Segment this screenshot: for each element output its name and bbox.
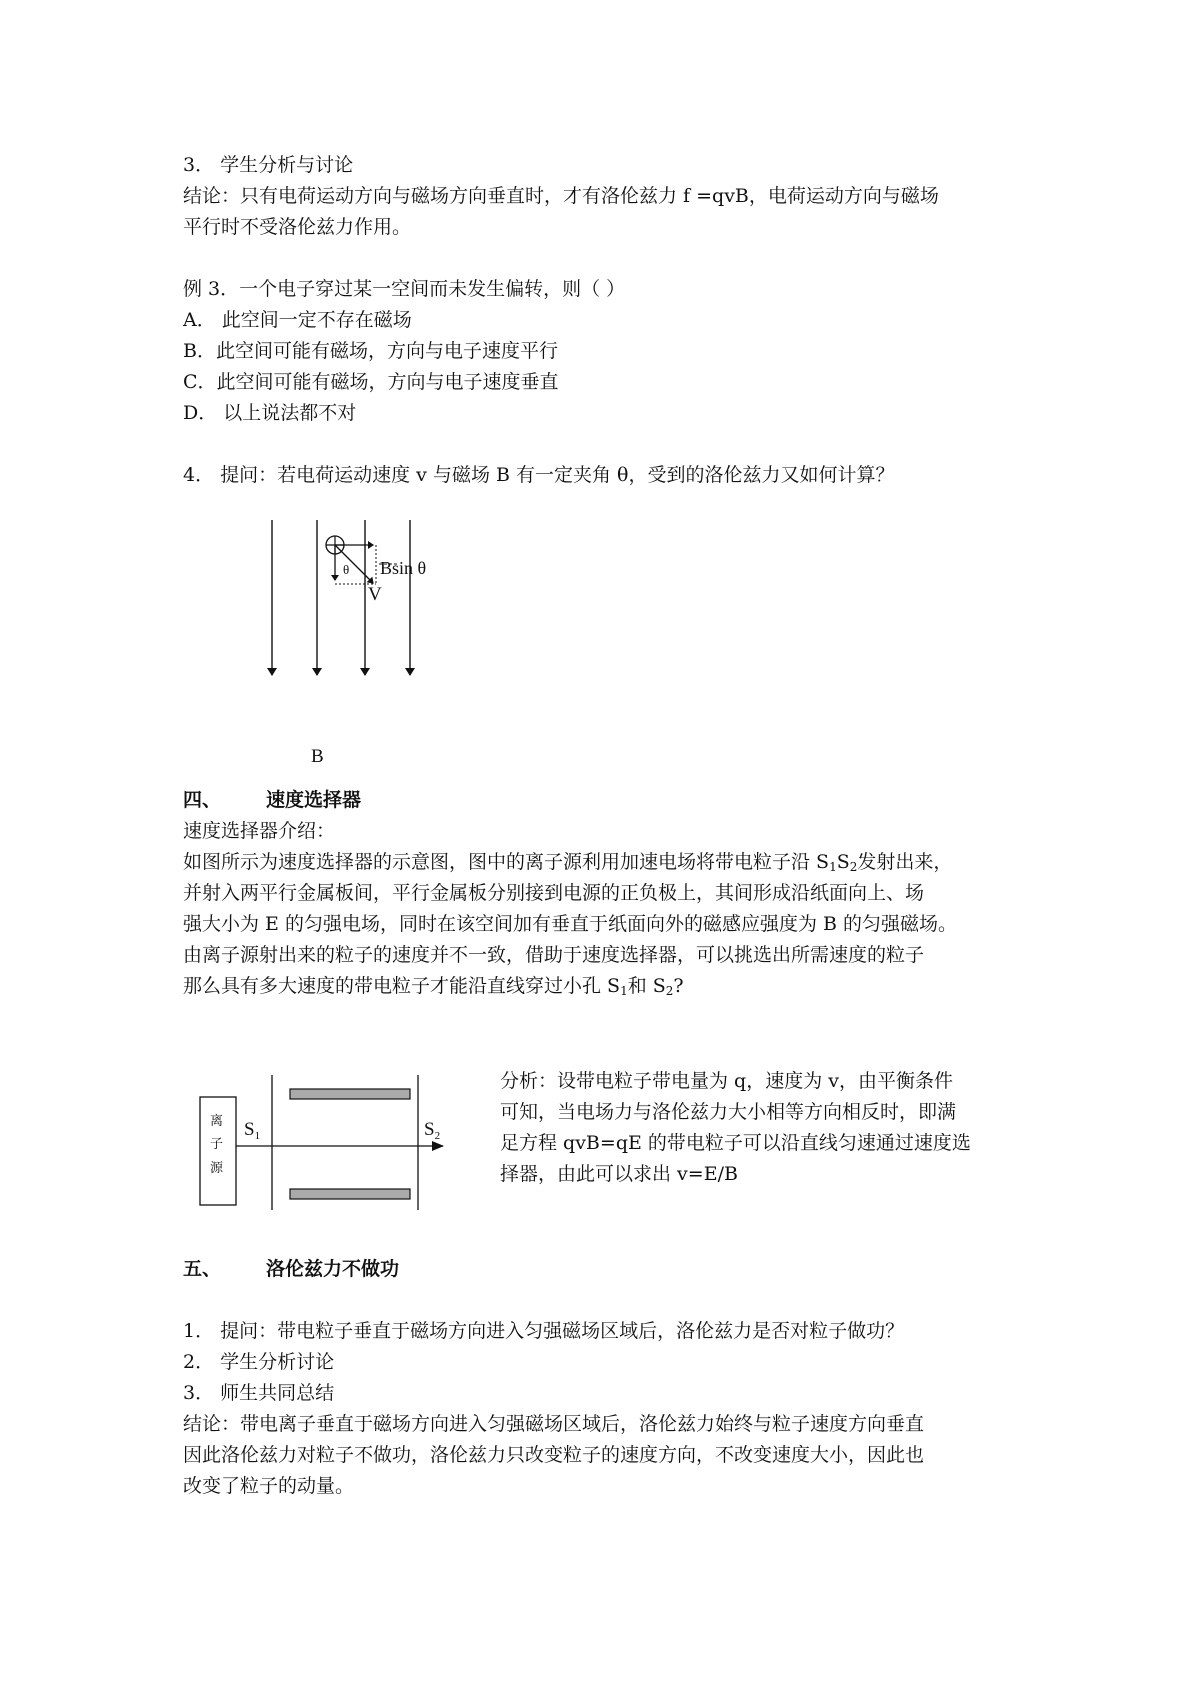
velocity-arrow	[335, 545, 373, 583]
analysis-text	[500, 1066, 1020, 1190]
section5-conclusion-line2: 因此洛伦兹力对粒子不做功，洛伦兹力只改变粒子的速度方向，不改变速度大小，因此也	[183, 1444, 925, 1466]
section4-num: 四、	[183, 789, 222, 811]
section5-conclusion-line3: 改变了粒子的动量。	[183, 1475, 355, 1497]
section5-item3: 3． 师生共同总结	[183, 1382, 335, 1404]
section4	[183, 785, 1023, 1002]
sec3-item3: 3． 学生分析与讨论	[183, 154, 354, 176]
lower-metal-plate	[290, 1189, 410, 1199]
example3-option-d: D． 以上说法都不对	[183, 402, 357, 424]
section4-para-line4: 由离子源射出来的粒子的速度并不一致，借助于速度选择器，可以挑选出所需速度的粒子	[183, 944, 925, 966]
analysis-line3: 足方程 qvB=qE 的带电粒子可以沿直线匀速通过速度选	[500, 1132, 971, 1154]
sec3-conclusion-line1: 结论：只有电荷运动方向与磁场方向垂直时，才有洛伦兹力 f =qvB，电荷运动方向与磁场	[183, 185, 939, 207]
section5-conclusion-line1: 结论：带电离子垂直于磁场方向进入匀强磁场区域后，洛伦兹力始终与粒子速度方向垂直	[183, 1413, 925, 1435]
analysis-line1: 分析：设带电粒子带电量为 q，速度为 v，由平衡条件	[500, 1070, 953, 1092]
ion-source-char-2: 子	[210, 1136, 224, 1151]
example3-question: 例 3．一个电子穿过某一空间而未发生偏转，则（ ）	[183, 278, 626, 300]
section5-num: 五、	[183, 1258, 222, 1280]
analysis-line4: 择器，由此可以求出 v=E/B	[500, 1163, 738, 1185]
example3-option-a: A． 此空间一定不存在磁场	[183, 309, 412, 331]
section4-intro: 速度选择器介绍：	[183, 820, 336, 842]
section4-para-line3: 强大小为 E 的匀强电场，同时在该空间加有垂直于纸面向外的磁感应强度为 B 的匀强磁场。	[183, 913, 957, 935]
analysis-line2: 可知，当电场力与洛伦兹力大小相等方向相反时，即满	[500, 1101, 957, 1123]
label-b: B	[311, 746, 324, 767]
section4-heading	[183, 785, 1023, 816]
section5-item1: 1． 提问：带电粒子垂直于磁场方向进入匀强磁场区域后，洛伦兹力是否对粒子做功？	[183, 1320, 905, 1342]
example3-option-b: B．此空间可能有磁场，方向与电子速度平行	[183, 340, 558, 362]
section4-para-line1: 如图所示为速度选择器的示意图，图中的离子源利用加速电场将带电粒子沿 $S_1S_2$发射出来，	[183, 851, 953, 874]
label-bsin-theta: Bsin θ	[380, 558, 427, 578]
field-lines-figure	[240, 520, 480, 775]
section5	[183, 1254, 1023, 1502]
section5-item2: 2． 学生分析讨论	[183, 1351, 335, 1373]
ion-source-char-3: 源	[210, 1160, 224, 1175]
velocity-selector-figure	[195, 1075, 465, 1210]
section5-heading	[183, 1254, 1023, 1285]
item4-question: 4． 提问：若电荷运动速度 v 与磁场 B 有一定夹角 θ，受到的洛伦兹力又如何计算？	[183, 464, 895, 486]
section4-para-line2: 并射入两平行金属板间，平行金属板分别接到电源的正负极上，其间形成沿纸面向上、场	[183, 882, 925, 904]
label-s1: $S_1$	[244, 1119, 261, 1142]
section5-title: 洛伦兹力不做功	[266, 1258, 400, 1280]
section4-para-line5: 那么具有多大速度的带电粒子才能沿直线穿过小孔 $S_1$和 $S_2$?	[183, 975, 684, 998]
ion-source-char-1: 离	[210, 1113, 224, 1128]
document-body	[183, 150, 1023, 491]
upper-metal-plate	[290, 1089, 410, 1099]
label-s2: $S_2$	[424, 1119, 441, 1142]
label-theta: θ	[343, 562, 350, 577]
example3-option-c: C．此空间可能有磁场，方向与电子速度垂直	[183, 371, 559, 393]
sec3-conclusion-line2: 平行时不受洛伦兹力作用。	[183, 216, 412, 238]
label-v: V	[368, 584, 382, 605]
section4-title: 速度选择器	[266, 789, 362, 811]
